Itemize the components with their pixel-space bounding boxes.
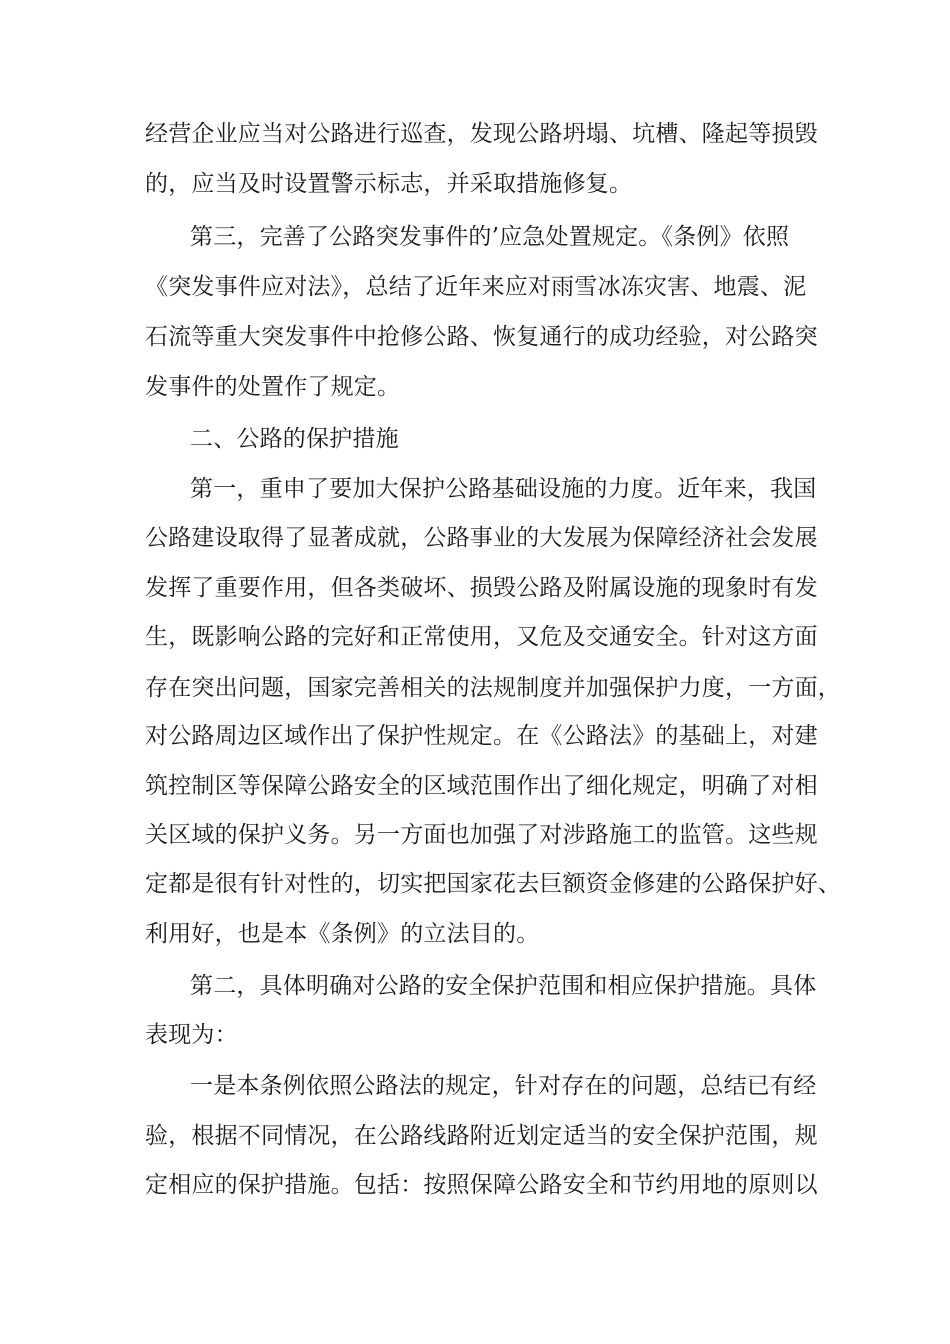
text-line: 对公路周边区域作出了保护性规定。在《公路法》的基础上，对建 xyxy=(145,723,818,749)
text-line: 利用好，也是本《条例》的立法目的。 xyxy=(145,921,540,947)
text-line: 石流等重大突发事件中抢修公路、恢复通行的成功经验，对公路突 xyxy=(145,324,818,350)
text-line: 公路建设取得了显著成就，公路事业的大发展为保障经济社会发展 xyxy=(145,525,818,551)
text-line: 发挥了重要作用，但各类破坏、损毁公路及附属设施的现象时有发 xyxy=(145,575,818,601)
text-line: 表现为： xyxy=(145,1022,238,1048)
section-heading: 二、公路的保护措施 xyxy=(190,426,399,452)
paragraph-start-line: 一是本条例依照公路法的规定，针对存在的问题，总结已有经 xyxy=(190,1073,817,1099)
text-line: 发事件的处置作了规定。 xyxy=(145,374,401,400)
text-line: 经营企业应当对公路进行巡查，发现公路坍塌、坑槽、隆起等损毁 xyxy=(145,121,818,147)
text-line: 定相应的保护措施。包括：按照保障公路安全和节约用地的原则以 xyxy=(145,1172,818,1198)
text-line: 《突发事件应对法》，总结了近年来应对雨雪冰冻灾害、地震、泥 xyxy=(145,274,807,300)
text-line: 生，既影响公路的完好和正常使用，又危及交通安全。针对这方面 xyxy=(145,624,818,650)
text-line: 验，根据不同情况，在公路线路附近划定适当的安全保护范围，规 xyxy=(145,1123,818,1149)
text-line: 存在突出问题，国家完善相关的法规制度并加强保护力度，一方面， xyxy=(145,675,841,701)
text-line: 筑控制区等保障公路安全的区域范围作出了细化规定，明确了对相 xyxy=(145,773,818,799)
paragraph-start-line: 第二，具体明确对公路的安全保护范围和相应保护措施。具体 xyxy=(190,973,817,999)
paragraph-start-line: 第一，重申了要加大保护公路基础设施的力度。近年来，我国 xyxy=(190,476,817,502)
text-line: 关区域的保护义务。另一方面也加强了对涉路施工的监管。这些规 xyxy=(145,822,818,848)
text-line: 定都是很有针对性的，切实把国家花去巨额资金修建的公路保护好、 xyxy=(145,871,841,897)
paragraph-start-line: 第三，完善了公路突发事件的’应急处置规定。《条例》依照 xyxy=(190,224,790,250)
text-line: 的，应当及时设置警示标志，并采取措施修复。 xyxy=(145,171,633,197)
